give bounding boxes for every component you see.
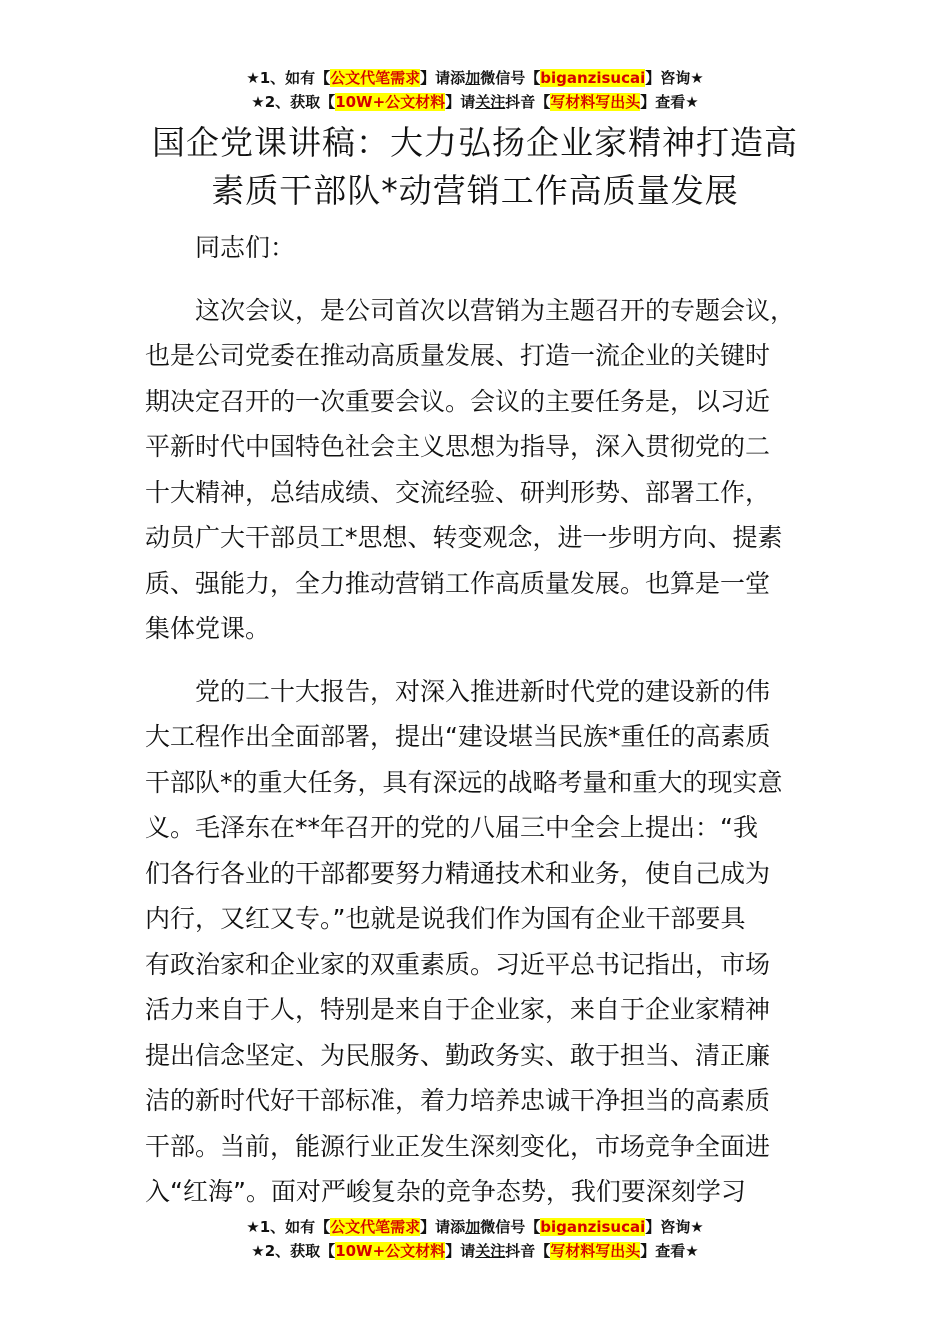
bottom-banner bbox=[0, 1215, 950, 1263]
body-line: 入“红海”。面对严峻复杂的竞争态势，我们要深刻学习 bbox=[145, 1177, 746, 1206]
highlight-text: 公文代笔需求 bbox=[330, 1218, 421, 1236]
body-line: 洁的新时代好干部标准，着力培养忠诚干净担当的高素质 bbox=[145, 1086, 771, 1115]
banner-text: 】查看★ bbox=[640, 93, 699, 111]
body-line: 有政治家和企业家的双重素质。习近平总书记指出，市场 bbox=[145, 949, 771, 979]
underlined-text: 加 bbox=[465, 1218, 481, 1236]
body-line: 活力来自于人，特别是来自于企业家，来自于企业家精神 bbox=[145, 995, 771, 1024]
banner-text: ★1、如有【 bbox=[246, 69, 331, 87]
top-banner bbox=[0, 66, 950, 114]
banner-text: 微信号【 bbox=[480, 1218, 541, 1236]
banner-text: 】咨询★ bbox=[645, 1218, 704, 1236]
body-line: 十大精神，总结成绩、交流经验、研判形势、部署工作， bbox=[145, 477, 771, 507]
banner-text: ★2、获取【 bbox=[251, 93, 336, 111]
wechat-id-highlight: biganzisucai bbox=[540, 1218, 646, 1236]
document-title bbox=[60, 119, 890, 215]
body-line: 大工程作出全面部署，提出“建设堪当民族*重任的高素质 bbox=[145, 722, 771, 751]
banner-text: 】请添 bbox=[420, 1218, 466, 1236]
underlined-text: 加 bbox=[465, 69, 481, 87]
banner-text: 】请 bbox=[445, 1242, 476, 1260]
banner-text: ★1、如有【 bbox=[246, 1218, 331, 1236]
banner-line-2 bbox=[0, 90, 950, 114]
title-line: 素质干部队*动营销工作高质量发展 bbox=[211, 171, 739, 210]
banner-text: ★2、获取【 bbox=[251, 1242, 336, 1260]
banner-line-1 bbox=[0, 1215, 950, 1239]
banner-text: 】查看★ bbox=[640, 1242, 699, 1260]
banner-text: 抖音【 bbox=[505, 1242, 551, 1260]
body-line: 也是公司党委在推动高质量发展、打造一流企业的关键时 bbox=[145, 341, 771, 370]
highlight-text: 10W+公文材料 bbox=[335, 1242, 446, 1260]
underlined-text: 关注 bbox=[475, 1242, 506, 1260]
body-line: 党的二十大报告，对深入推进新时代党的建设新的伟 bbox=[195, 676, 771, 706]
body-line: 同志们： bbox=[195, 233, 296, 262]
body-line: 期决定召开的一次重要会议。会议的主要任务是，以习近 bbox=[145, 386, 771, 416]
banner-text: 抖音【 bbox=[505, 93, 551, 111]
douyin-highlight: 写材料写出头 bbox=[550, 93, 641, 111]
title-line: 国企党课讲稿：大力弘扬企业家精神打造高 bbox=[152, 123, 798, 162]
body-line: 这次会议，是公司首次以营销为主题召开的专题会议， bbox=[195, 295, 796, 325]
body-line: 动员广大干部员工*思想、转变观念，进一步明方向、提素 bbox=[145, 523, 783, 552]
body-line: 质、强能力，全力推动营销工作高质量发展。也算是一堂 bbox=[145, 568, 771, 598]
body-line: 们各行各业的干部都要努力精通技术和业务，使自己成为 bbox=[145, 858, 771, 888]
body-line: 义。毛泽东在**年召开的党的八届三中全会上提出：“我 bbox=[145, 813, 758, 842]
douyin-highlight: 写材料写出头 bbox=[550, 1242, 641, 1260]
highlight-text: 10W+公文材料 bbox=[335, 93, 446, 111]
paragraph-2 bbox=[145, 669, 835, 1215]
body-line: 内行，又红又专。”也就是说我们作为国有企业干部要具 bbox=[145, 904, 746, 933]
body-line: 干部。当前，能源行业正发生深刻变化，市场竞争全面进 bbox=[145, 1131, 771, 1161]
salutation bbox=[145, 225, 835, 271]
body-line: 干部队*的重大任务，具有深远的战略考量和重大的现实意 bbox=[145, 767, 783, 797]
underlined-text: 关注 bbox=[475, 93, 506, 111]
banner-line-1 bbox=[0, 66, 950, 90]
banner-text: 】咨询★ bbox=[645, 69, 704, 87]
document-body bbox=[145, 225, 835, 1232]
body-line: 集体党课。 bbox=[145, 614, 271, 643]
banner-text: 微信号【 bbox=[480, 69, 541, 87]
body-line: 提出信念坚定、为民服务、勤政务实、敢于担当、清正廉 bbox=[145, 1040, 771, 1070]
paragraph-1 bbox=[145, 288, 835, 652]
body-line: 平新时代中国特色社会主义思想为指导，深入贯彻党的二 bbox=[145, 432, 771, 461]
highlight-text: 公文代笔需求 bbox=[330, 69, 421, 87]
wechat-id-highlight: biganzisucai bbox=[540, 69, 646, 87]
banner-text: 】请 bbox=[445, 93, 476, 111]
banner-text: 】请添 bbox=[420, 69, 466, 87]
banner-line-2 bbox=[0, 1239, 950, 1263]
